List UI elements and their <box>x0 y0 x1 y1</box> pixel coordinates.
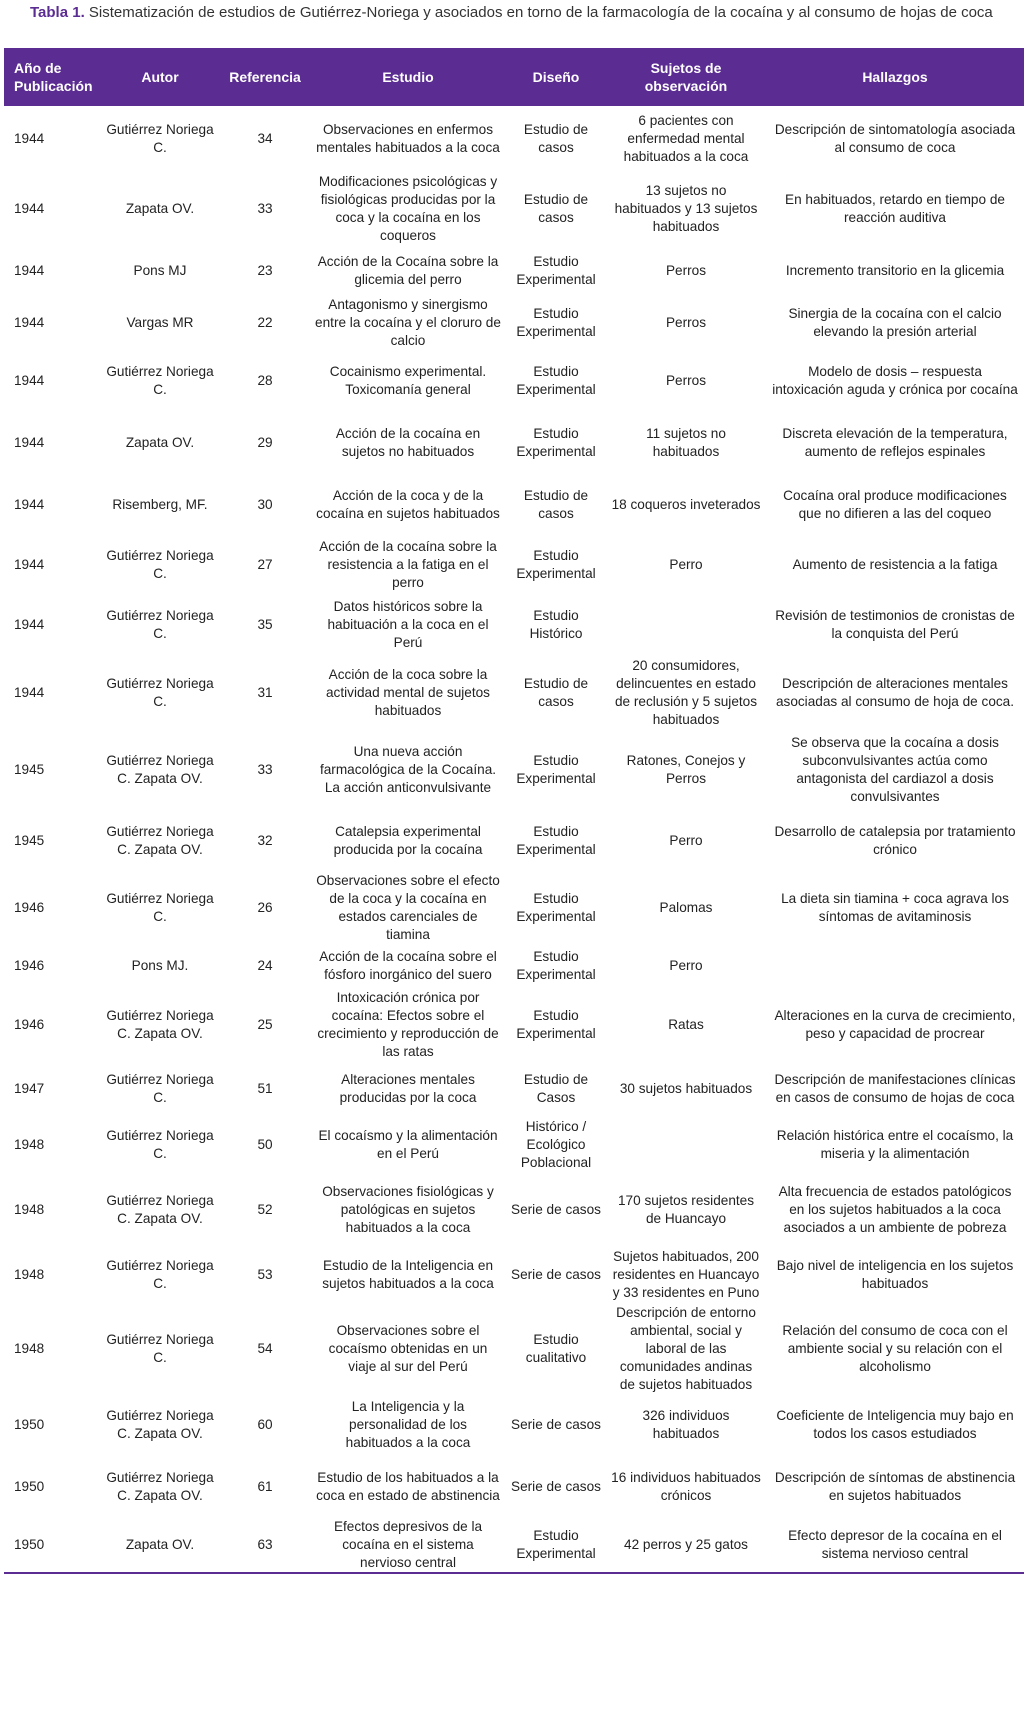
table-row <box>4 1174 1024 1246</box>
subjects-cell: 13 sujetos no habituados y 13 sujetos habituados <box>614 183 758 234</box>
reference-cell: 50 <box>257 1137 273 1152</box>
study-cell: El cocaísmo y la alimentación en el Perú <box>318 1128 498 1161</box>
findings-cell: Desarrollo de catalepsia por tratamiento crónico <box>774 824 1016 857</box>
reference-cell: 30 <box>257 497 273 512</box>
reference-cell: 31 <box>257 685 273 700</box>
findings-cell: Discreta elevación de la temperatura, aumento de reflejos espinales <box>782 426 1008 459</box>
study-cell: Alteraciones mentales producidas por la coca <box>339 1072 477 1105</box>
table-row <box>4 1304 1024 1394</box>
design-cell: Estudio de casos <box>523 192 589 225</box>
table-row <box>4 730 1024 810</box>
author-cell: Zapata OV. <box>100 1518 220 1573</box>
year-cell: 1944 <box>14 617 45 632</box>
subjects-cell: Perros <box>665 263 707 278</box>
design-cell: Histórico / Ecológico Poblacional <box>520 1119 592 1170</box>
author-cell: Gutiérrez Noriega C. <box>106 1128 214 1161</box>
subjects-cell: Perros <box>665 315 707 330</box>
study-cell: Acción de la coca sobre la actividad mental de sujetos habituados <box>326 667 490 718</box>
reference-cell: 60 <box>257 1417 273 1432</box>
reference-cell: 34 <box>257 131 273 146</box>
findings-cell: Alteraciones en la curva de crecimiento, peso y capacidad de procrear <box>774 1008 1016 1041</box>
design-cell: Estudio Experimental <box>516 949 596 982</box>
year-cell: 1948 <box>14 1202 45 1217</box>
table-row <box>4 594 1024 656</box>
reference-cell: 25 <box>257 1017 273 1032</box>
subjects-cell: 11 sujetos no habituados <box>646 426 726 459</box>
reference-cell: 33 <box>257 762 273 777</box>
header-year: Año de Publicación <box>4 48 100 106</box>
author-cell: Gutiérrez Noriega C. <box>106 122 214 155</box>
year-cell: 1944 <box>14 373 45 388</box>
header-reference: Referencia <box>220 48 310 106</box>
subjects-cell: 18 coqueros inveterados <box>611 497 761 512</box>
design-cell: Estudio Experimental <box>516 1008 596 1041</box>
findings-cell: Efecto depresor de la cocaína en el sistema nervioso central <box>766 1518 1024 1573</box>
year-cell: 1945 <box>14 833 45 848</box>
author-cell: Pons MJ. <box>131 958 189 973</box>
year-cell: 1944 <box>14 497 45 512</box>
study-cell: La Inteligencia y la personalidad de los habituados a la coca <box>345 1399 471 1450</box>
table-row <box>4 296 1024 350</box>
year-cell: 1948 <box>14 1137 45 1152</box>
design-cell: Estudio cualitativo <box>525 1332 587 1365</box>
table-row <box>4 656 1024 730</box>
header-study: Estudio <box>310 48 506 106</box>
findings-cell: Relación histórica entre el cocaísmo, la miseria y la alimentación <box>776 1128 1014 1161</box>
author-cell: Gutiérrez Noriega C. <box>106 608 214 641</box>
author-cell: Gutiérrez Noriega C. Zapata OV. <box>106 753 214 786</box>
design-cell: Estudio de casos <box>523 122 589 155</box>
subjects-cell: Ratas <box>668 1017 704 1032</box>
findings-cell: Relación del consumo de coca con el ambiente social y su relación con el alcoholismo <box>782 1323 1008 1374</box>
year-cell: 1944 <box>14 685 45 700</box>
reference-cell: 61 <box>257 1479 273 1494</box>
study-cell: Acción de la cocaína sobre el fósforo inorgánico del suero <box>319 949 497 982</box>
subjects-cell: 20 consumidores, delincuentes en estado de reclusión y 5 sujetos habituados <box>614 658 758 727</box>
design-cell: Estudio Experimental <box>516 364 596 397</box>
study-cell: Cocainismo experimental. Toxicomanía general <box>329 364 487 397</box>
caption-text: Sistematización de estudios de Gutiérrez-Noriega y asociados en torno de la farmacología de la cocaína y al consumo de hojas de coca <box>88 4 993 21</box>
study-cell: Efectos depresivos de la cocaína en el sistema nervioso central <box>310 1518 506 1573</box>
findings-cell: Alta frecuencia de estados patológicos en los sujetos habituados a la coca asociados a un ambiente de pobreza <box>778 1184 1012 1235</box>
author-cell: Gutiérrez Noriega C. Zapata OV. <box>106 1193 214 1226</box>
year-cell: 1948 <box>14 1341 45 1356</box>
reference-cell: 51 <box>257 1081 273 1096</box>
year-cell: 1944 <box>14 131 45 146</box>
findings-cell: Descripción de alteraciones mentales asociadas al consumo de hoja de coca. <box>775 676 1015 709</box>
subjects-cell: 6 pacientes con enfermedad mental habituados a la coca <box>623 113 749 164</box>
study-cell: Modificaciones psicológicas y fisiológicas producidas por la coca y la cocaína en los coqueros <box>318 174 498 243</box>
findings-cell <box>766 944 1024 988</box>
subjects-cell: 30 sujetos habituados <box>619 1081 753 1096</box>
subjects-cell <box>606 594 766 656</box>
study-cell: Una nueva acción farmacológica de la Cocaína. La acción anticonvulsivante <box>319 744 497 795</box>
study-cell: Observaciones en enfermos mentales habituados a la coca <box>316 122 500 155</box>
table-row <box>4 350 1024 412</box>
table-row <box>4 474 1024 536</box>
header-subjects: Sujetos de observación <box>606 48 766 106</box>
author-cell: Gutiérrez Noriega C. Zapata OV. <box>106 1408 214 1441</box>
study-cell: Acción de la cocaína sobre la resistencia a la fatiga en el perro <box>319 539 497 590</box>
reference-cell: 27 <box>257 557 273 572</box>
table-row <box>4 1116 1024 1174</box>
reference-cell: 32 <box>257 833 273 848</box>
design-cell: Estudio de casos <box>523 676 589 709</box>
table-row <box>4 944 1024 988</box>
study-cell: Observaciones sobre el cocaísmo obtenidas en un viaje al sur del Perú <box>328 1323 488 1374</box>
subjects-cell: Perro <box>669 833 703 848</box>
subjects-cell: 16 individuos habituados crónicos <box>611 1470 761 1503</box>
reference-cell: 54 <box>257 1341 273 1356</box>
table-row <box>4 246 1024 296</box>
author-cell: Gutiérrez Noriega C. <box>106 548 214 581</box>
year-cell: 1946 <box>14 958 45 973</box>
findings-cell: Revisión de testimonios de cronistas de la conquista del Perú <box>775 608 1015 641</box>
reference-cell: 53 <box>257 1267 273 1282</box>
table-row <box>4 810 1024 872</box>
findings-cell: Incremento transitorio en la glicemia <box>785 263 1005 278</box>
design-cell: Estudio Experimental <box>516 824 596 857</box>
author-cell: Gutiérrez Noriega C. <box>106 1258 214 1291</box>
year-cell: 1944 <box>14 201 45 216</box>
header-row <box>4 48 1024 106</box>
study-cell: Estudio de los habituados a la coca en estado de abstinencia <box>316 1470 500 1503</box>
design-cell: Estudio Experimental <box>506 1518 606 1573</box>
table-row <box>4 412 1024 474</box>
design-cell: Estudio Experimental <box>516 426 596 459</box>
author-cell: Gutiérrez Noriega C. <box>106 891 214 924</box>
study-cell: Observaciones fisiológicas y patológicas en sujetos habituados a la coca <box>322 1184 494 1235</box>
design-cell: Estudio Histórico <box>529 608 583 641</box>
author-cell: Gutiérrez Noriega C. <box>106 1072 214 1105</box>
year-cell: 1950 <box>4 1518 100 1573</box>
year-cell: 1947 <box>14 1081 45 1096</box>
design-cell: Estudio Experimental <box>516 891 596 924</box>
reference-cell: 28 <box>257 373 273 388</box>
author-cell: Risemberg, MF. <box>112 497 208 512</box>
author-cell: Pons MJ <box>133 263 187 278</box>
table-row <box>4 536 1024 594</box>
table-row <box>4 106 1024 172</box>
study-cell: Antagonismo y sinergismo entre la cocaína y el cloruro de calcio <box>315 297 501 348</box>
author-cell: Gutiérrez Noriega C. Zapata OV. <box>106 824 214 857</box>
study-cell: Acción de la cocaína en sujetos no habituados <box>335 426 481 459</box>
year-cell: 1945 <box>14 762 45 777</box>
study-cell: Estudio de la Inteligencia en sujetos habituados a la coca <box>322 1258 494 1291</box>
header-author: Autor <box>100 48 220 106</box>
findings-cell: Cocaína oral produce modificaciones que no difieren a las del coqueo <box>783 488 1007 521</box>
design-cell: Estudio Experimental <box>516 548 596 581</box>
findings-cell: Sinergia de la cocaína con el calcio elevando la presión arterial <box>788 306 1002 339</box>
author-cell: Vargas MR <box>126 315 194 330</box>
author-cell: Gutiérrez Noriega C. Zapata OV. <box>106 1008 214 1041</box>
study-cell: Acción de la coca y de la cocaína en sujetos habituados <box>316 488 500 521</box>
author-cell: Gutiérrez Noriega C. <box>106 1332 214 1365</box>
study-cell: Intoxicación crónica por cocaína: Efectos sobre el crecimiento y reproducción de las ratas <box>317 990 499 1059</box>
header-findings: Hallazgos <box>766 48 1024 106</box>
table-row <box>4 1394 1024 1456</box>
findings-cell: Descripción de sintomatología asociada al consumo de coca <box>774 122 1016 155</box>
reference-cell: 33 <box>257 201 273 216</box>
reference-cell: 63 <box>220 1518 310 1573</box>
design-cell: Estudio Experimental <box>516 306 596 339</box>
author-cell: Gutiérrez Noriega C. <box>106 676 214 709</box>
year-cell: 1944 <box>14 263 45 278</box>
subjects-cell: 326 individuos habituados <box>642 1408 730 1441</box>
design-cell: Estudio de Casos <box>523 1072 589 1105</box>
findings-cell: Coeficiente de Inteligencia muy bajo en todos los casos estudiados <box>776 1408 1014 1441</box>
findings-cell: Descripción de manifestaciones clínicas en casos de consumo de hojas de coca <box>774 1072 1016 1105</box>
design-cell: Serie de casos <box>511 1202 601 1217</box>
studies-table <box>4 48 1024 1574</box>
subjects-cell: Perro <box>669 958 703 973</box>
findings-cell: Aumento de resistencia a la fatiga <box>792 557 998 572</box>
design-cell: Estudio Experimental <box>516 254 596 287</box>
findings-cell: Modelo de dosis – respuesta intoxicación aguda y crónica por cocaína <box>772 364 1018 397</box>
author-cell: Gutiérrez Noriega C. Zapata OV. <box>106 1470 214 1503</box>
findings-cell: Se observa que la cocaína a dosis subconvulsivantes actúa como antagonista del cardiazol a dosis convulsivantes <box>791 735 999 804</box>
year-cell: 1944 <box>14 557 45 572</box>
year-cell: 1950 <box>14 1479 45 1494</box>
year-cell: 1944 <box>14 435 45 450</box>
reference-cell: 29 <box>257 435 273 450</box>
design-cell: Estudio de casos <box>523 488 589 521</box>
table-row <box>4 1456 1024 1518</box>
subjects-cell: Palomas <box>659 900 713 915</box>
findings-cell: En habituados, retardo en tiempo de reacción auditiva <box>785 192 1005 225</box>
reference-cell: 23 <box>257 263 273 278</box>
design-cell: Serie de casos <box>511 1267 601 1282</box>
subjects-cell: Ratones, Conejos y Perros <box>626 753 746 786</box>
table-row <box>4 172 1024 246</box>
table-row <box>4 1062 1024 1116</box>
table-row <box>4 872 1024 944</box>
design-cell: Serie de casos <box>511 1479 601 1494</box>
year-cell: 1944 <box>14 315 45 330</box>
subjects-cell: Sujetos habituados, 200 residentes en Huancayo y 33 residentes en Puno <box>612 1249 760 1300</box>
subjects-cell: Perros <box>665 373 707 388</box>
design-cell: Serie de casos <box>511 1417 601 1432</box>
table-row <box>4 988 1024 1062</box>
subjects-cell: 42 perros y 25 gatos <box>606 1518 766 1573</box>
year-cell: 1950 <box>14 1417 45 1432</box>
study-cell: Catalepsia experimental producida por la cocaína <box>333 824 483 857</box>
reference-cell: 22 <box>257 315 273 330</box>
year-cell: 1946 <box>14 900 45 915</box>
design-cell: Estudio Experimental <box>516 753 596 786</box>
findings-cell: La dieta sin tiamina + coca agrava los síntomas de avitaminosis <box>781 891 1009 924</box>
study-cell: Datos históricos sobre la habituación a la coca en el Perú <box>327 599 489 650</box>
reference-cell: 24 <box>257 958 273 973</box>
study-cell: Acción de la Cocaína sobre la glicemia del perro <box>317 254 499 287</box>
reference-cell: 26 <box>257 900 273 915</box>
reference-cell: 52 <box>257 1202 273 1217</box>
author-cell: Zapata OV. <box>125 201 195 216</box>
year-cell: 1948 <box>14 1267 45 1282</box>
findings-cell: Bajo nivel de inteligencia en los sujetos habituados <box>776 1258 1014 1291</box>
subjects-cell: Descripción de entorno ambiental, social y laboral de las comunidades andinas de sujetos habituados <box>616 1305 756 1392</box>
header-design: Diseño <box>506 48 606 106</box>
reference-cell: 35 <box>257 617 273 632</box>
subjects-cell <box>606 1116 766 1174</box>
table-row <box>4 1246 1024 1304</box>
study-cell: Observaciones sobre el efecto de la coca y la cocaína en estados carenciales de tiamina <box>316 873 500 942</box>
author-cell: Zapata OV. <box>125 435 195 450</box>
subjects-cell: 170 sujetos residentes de Huancayo <box>617 1193 755 1226</box>
subjects-cell: Perro <box>669 557 703 572</box>
caption-label: Tabla 1. <box>30 4 85 21</box>
author-cell: Gutiérrez Noriega C. <box>106 364 214 397</box>
year-cell: 1946 <box>14 1017 45 1032</box>
table-caption <box>30 4 993 22</box>
findings-cell: Descripción de síntomas de abstinencia en sujetos habituados <box>774 1470 1016 1503</box>
table-row <box>4 1518 1024 1573</box>
